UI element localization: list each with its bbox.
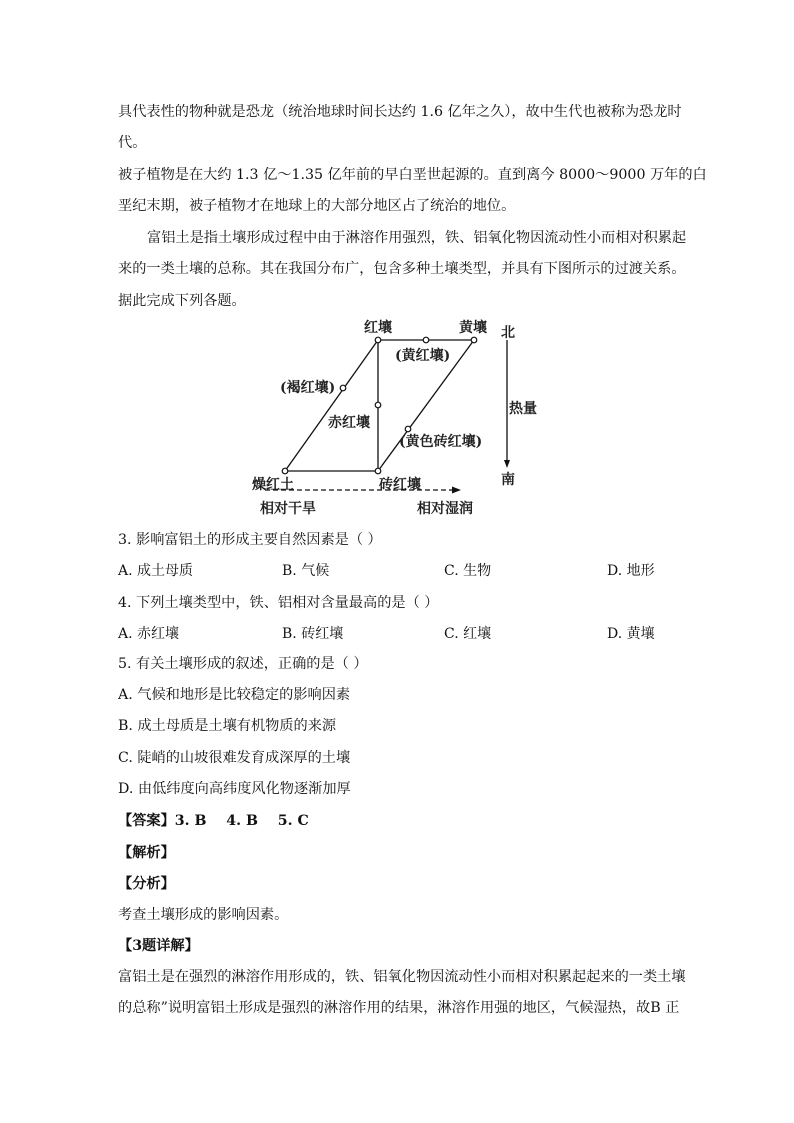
- q4-option-d: D. 黄壤: [607, 626, 655, 642]
- paragraph-line-6: 来的一类土壤的总称。其在我国分布广，包含多种土壤类型，并具有下图所示的过渡关系。: [118, 261, 686, 277]
- q5-option-c: C. 陡峭的山坡很难发育成深厚的土壤: [118, 750, 351, 766]
- detail-line-1: 富铝土是在强烈的淋溶作用形成的，铁、铝氧化物因流动性小而相对积累起起来的一类土壤: [118, 969, 686, 985]
- node-huanghongrang: [423, 337, 429, 343]
- node-huangsezhuanhongrang: [405, 426, 411, 432]
- q4-option-b: B. 砖红壤: [282, 626, 344, 642]
- label-humid: 相对湿润: [417, 501, 473, 517]
- label-heat: 热量: [509, 401, 537, 417]
- q5-option-b: B. 成土母质是土壤有机物质的来源: [118, 718, 337, 734]
- label-north: 北: [501, 325, 515, 341]
- question-3-stem: 3. 影响富铝土的形成主要自然因素是（ ）: [118, 532, 382, 548]
- q4-option-a: A. 赤红壤: [118, 626, 180, 642]
- answer-line: 【答案】3. B 4. B 5. C: [118, 813, 309, 829]
- label-south: 南: [501, 472, 515, 488]
- label-tonghongtu: 燥红土: [252, 477, 294, 493]
- analysis-header: 【解析】: [118, 845, 175, 861]
- label-huangrang: 黄壤: [459, 320, 487, 336]
- question-4-stem: 4. 下列土壤类型中，铁、铝相对含量最高的是（ ）: [118, 595, 439, 611]
- node-huangrang: [471, 337, 477, 343]
- moisture-arrow-head: [452, 487, 461, 494]
- detail-line-2: 的总称”说明富铝土形成是强烈的淋溶作用的结果，淋溶作用强的地区，气候湿热，故B 正: [118, 1000, 680, 1016]
- label-hehongrang: (褐红壤): [280, 380, 336, 396]
- paragraph-line-4: 垩纪末期，被子植物才在地球上的大部分地区占了统治的地位。: [118, 198, 516, 214]
- paragraph-line-7: 据此完成下列各题。: [118, 293, 246, 309]
- detail-header: 【3题详解】: [118, 938, 199, 954]
- paragraph-line-3: 被子植物是在大约 1.3 亿～1.35 亿年前的早白垩世起源的。直到离今 8000～9000 万年的白: [118, 167, 707, 183]
- fenxi-header: 【分析】: [118, 876, 175, 892]
- q5-option-a: A. 气候和地形是比较稳定的影响因素: [118, 687, 351, 703]
- q3-option-d: D. 地形: [607, 563, 655, 579]
- q3-option-c: C. 生物: [444, 563, 492, 579]
- node-hongrang: [375, 337, 381, 343]
- label-dry: 相对干旱: [260, 501, 316, 517]
- node-tonghongtu: [282, 468, 288, 474]
- fenxi-text: 考查土壤形成的影响因素。: [118, 907, 289, 923]
- heat-arrow-head: [504, 460, 510, 468]
- q3-option-b: B. 气候: [282, 563, 330, 579]
- node-zhuanhongrang: [375, 468, 381, 474]
- edge-left: [285, 340, 378, 471]
- node-hehongrang: [340, 385, 346, 391]
- paragraph-line-5: 富铝土是指土壤形成过程中由于淋溶作用强烈，铁、铝氧化物因流动性小而相对积累起: [147, 230, 687, 246]
- q5-option-d: D. 由低纬度向高纬度风化物逐渐加厚: [118, 781, 351, 797]
- label-zhuanhongrang: 砖红壤: [379, 477, 421, 493]
- q4-option-c: C. 红壤: [444, 626, 492, 642]
- label-huanghongrang: (黄红壤): [395, 348, 451, 364]
- soil-transition-diagram: [240, 310, 540, 525]
- label-hongrang: 红壤: [364, 320, 392, 336]
- q3-option-a: A. 成土母质: [118, 563, 194, 579]
- paragraph-line-2: 代。: [118, 135, 147, 151]
- label-huangsezhuanhongrang: (黄色砖红壤): [399, 434, 483, 450]
- paragraph-line-1: 具代表性的物种就是恐龙（统治地球时间长达约 1.6 亿年之久），故中生代也被称为恐龙时: [118, 104, 682, 120]
- question-5-stem: 5. 有关土壤形成的叙述，正确的是（ ）: [118, 656, 368, 672]
- label-chihongrang: 赤红壤: [328, 415, 370, 431]
- node-chihongrang: [375, 402, 381, 408]
